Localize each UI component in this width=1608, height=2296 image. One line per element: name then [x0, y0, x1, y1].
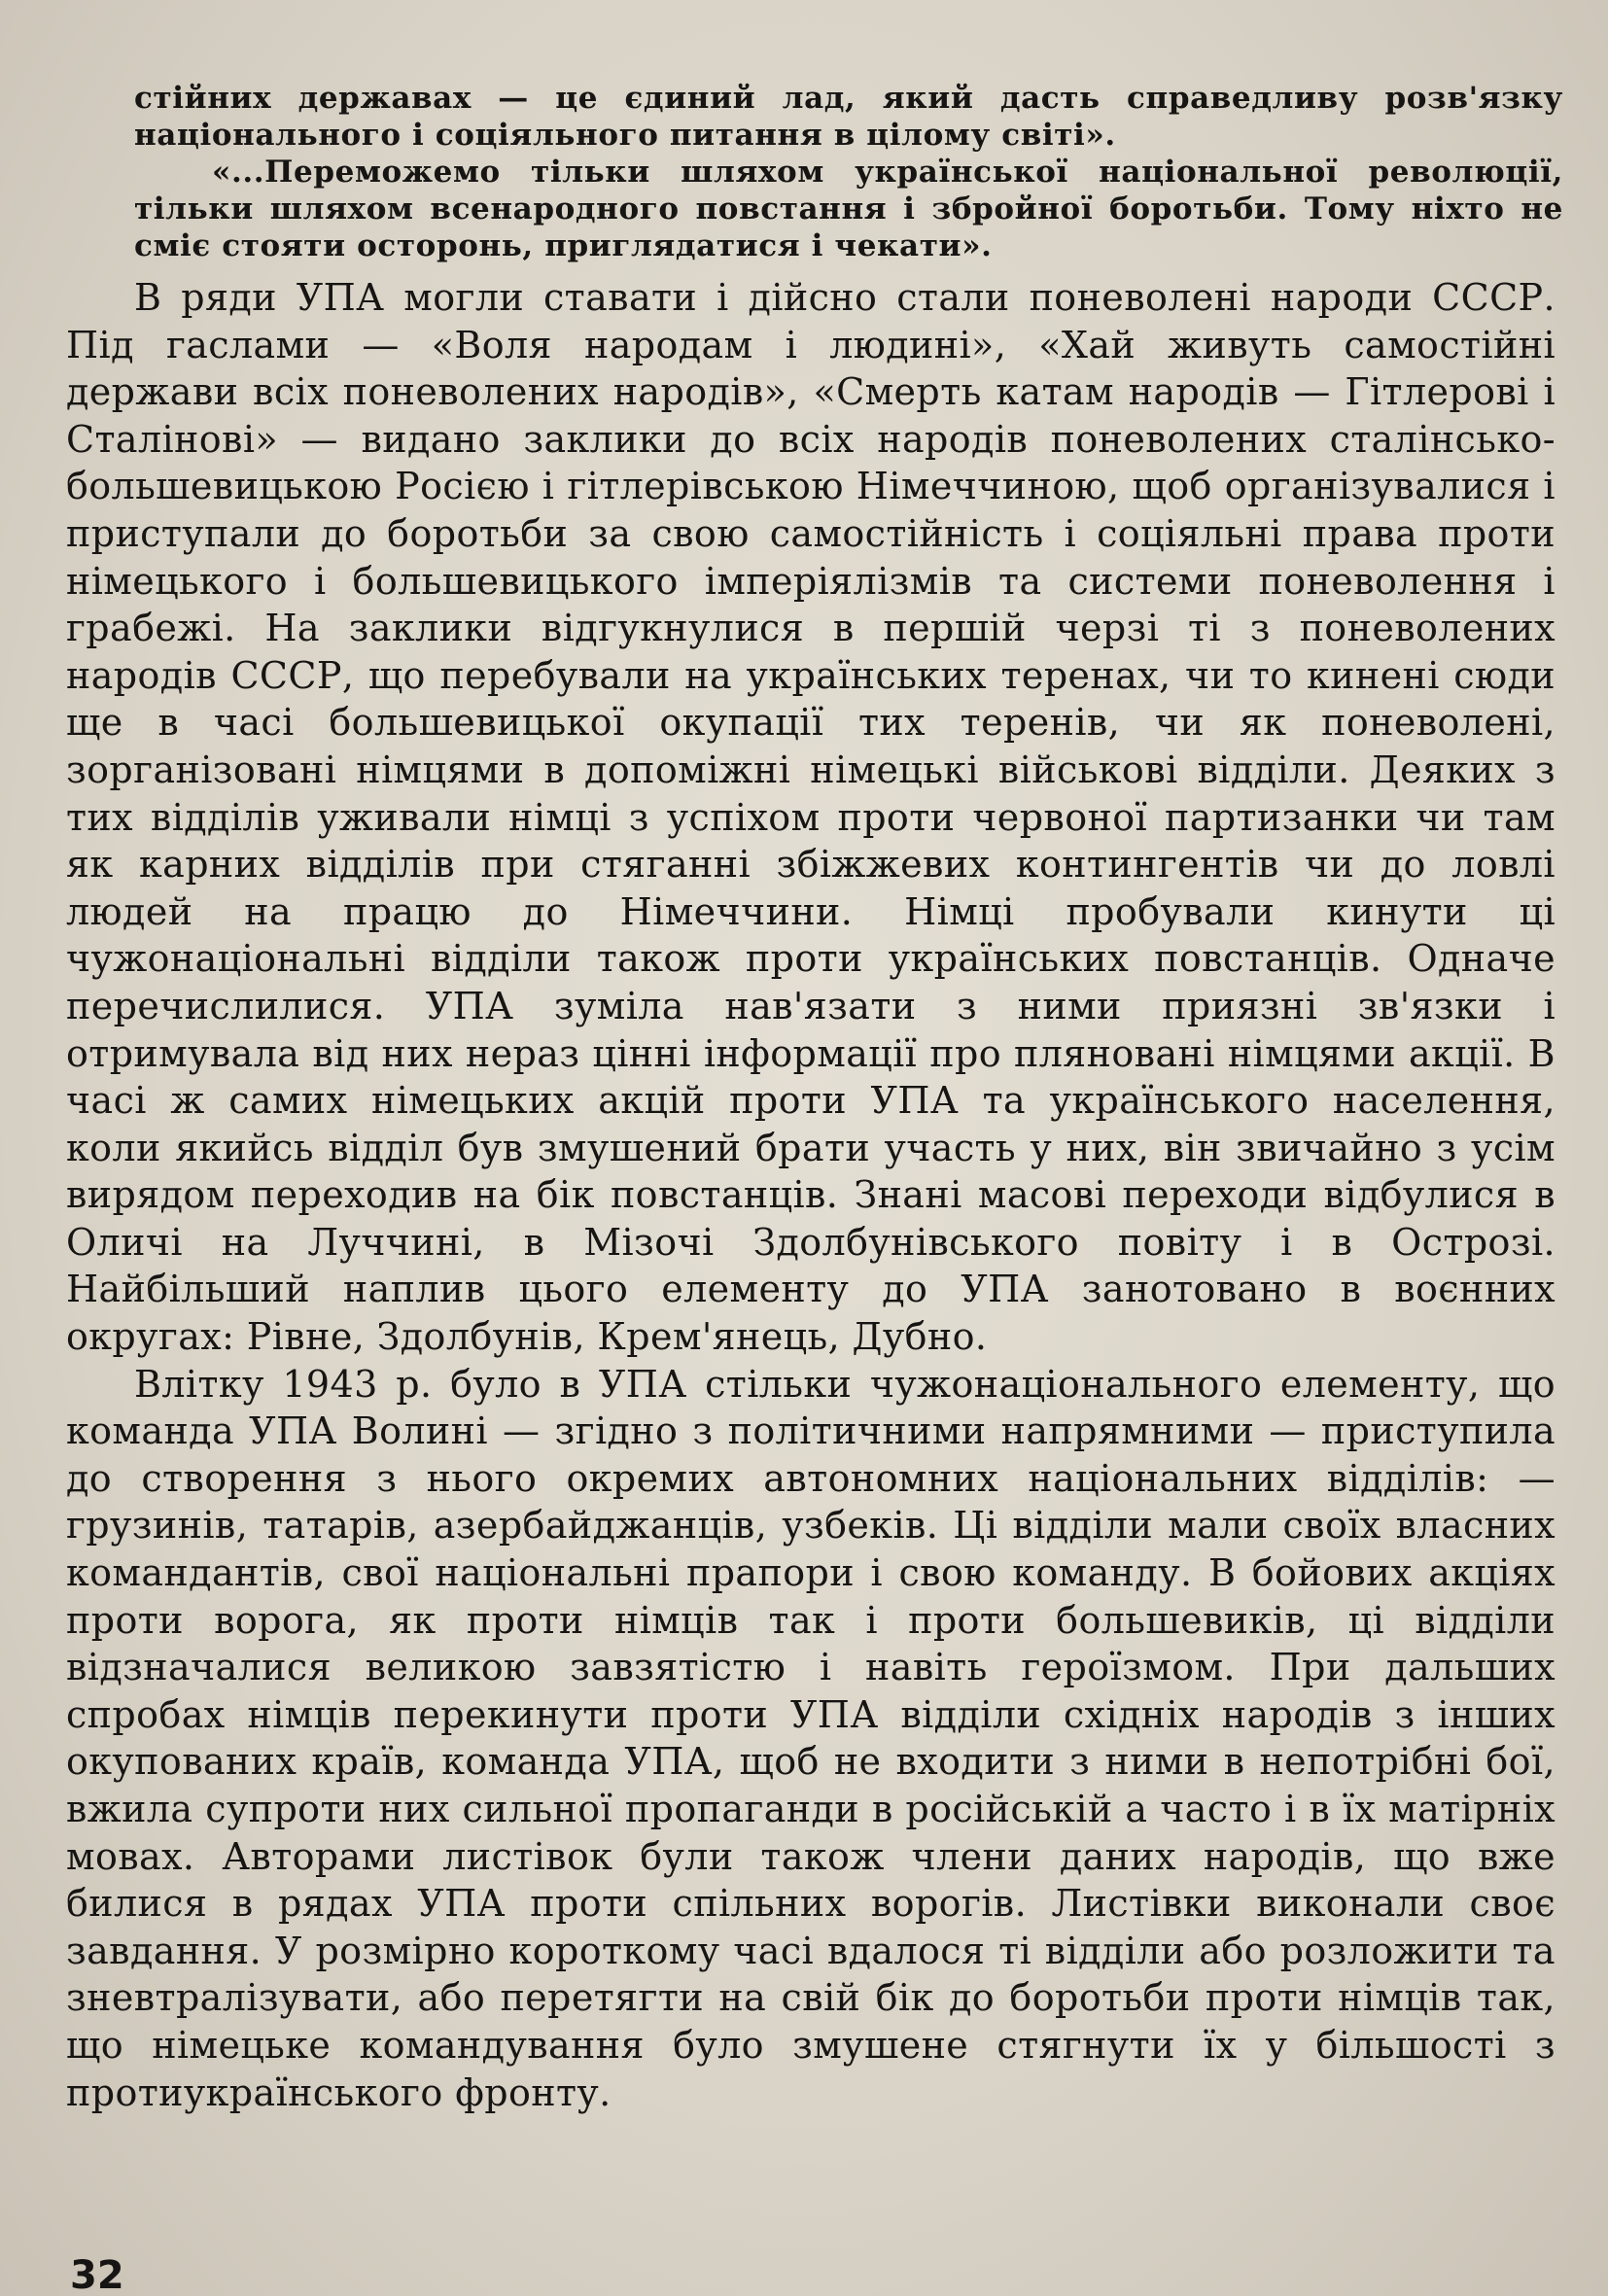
- body-text: [66, 274, 1556, 2116]
- quote-paragraph-1: стійних державах — це єдиний лад, який дасть справедливу розв'язку національного і соціяльного питання в цілому світі».: [134, 81, 1563, 153]
- body-paragraph-1: В ряди УПА могли ставати і дійсно стали поневолені народи СССР. Під гаслами — «Воля народам і людині», «Хай живуть самостійні держави всіх поневолених народів», «Смерть катам народів — Гітлерові і Сталінові» — видано заклики до всіх народів поневолених сталінсько-большевицькою Росією і гітлерівською Німеччиною, щоб організувалися і приступали до боротьби за свою самостійність і соціяльні права проти німецького і большевицького імперіялізмів та системи поневолення і грабежі. На заклики відгукнулися в першій черзі ті з поневолених народів СССР, що перебували на українських теренах, чи то кинені сюди ще в часі большевицької окупації тих теренів, чи як поневолені, зорганізовані німцями в допоміжні німецькі військові відділи. Деяких з тих відділів уживали німці з успіхом проти червоної партизанки чи там як карних відділів при стяганні збіжжевих контингентів чи до ловлі людей на працю до Німеччини. Німці пробували кинути ці чужонаціональні відділи також проти українських повстанців. Одначе перечислилися. УПА зуміла нав'язати з ними приязні зв'язки і отримувала від них нераз цінні інформації про пляновані німцями акції. В часі ж самих німецьких акцій проти УПА та українського населення, коли якийсь відділ був змушений брати участь у них, він звичайно з усім вирядом переходив на бік повстанців. Знані масові переходи відбулися в Оличі на Луччині, в Мізочі Здолбунівського повіту і в Острозі. Найбільший наплив цього елементу до УПА занотовано в воєнних округах: Рівне, Здолбунів, Крем'янець, Дубно.: [66, 276, 1556, 1359]
- quote-block: [134, 80, 1563, 264]
- quote-paragraph-2: «...Переможемо тільки шляхом української національної революції, тільки шляхом всенародного повстання і збройної боротьби. Тому ніхто не сміє стояти осторонь, приглядатися і чекати».: [134, 155, 1563, 263]
- body-paragraph-2: Влітку 1943 р. було в УПА стільки чужонаціонального елементу, що команда УПА Волині — згідно з політичними напрямними — приступила до створення з нього окремих автономних національних відділів: — грузинів, татарів, азербайджанців, узбеків. Ці відділи мали своїх власних командантів, свої національні прапори і свою команду. В бойових акціях проти ворога, як проти німців так і проти большевиків, ці відділи відзначалися великою завзятістю і навіть героїзмом. При дальших спробах німців перекинути проти УПА відділи східніх народів з інших окупованих країв, команда УПА, щоб не входити з ними в непотрібні бої, вжила супроти них сильної пропаганди в російській а часто і в їх матірніх мовах. Авторами листівок були також члени даних народів, що вже билися в рядах УПА проти спільних ворогів. Листівки виконали своє завдання. У розмірно короткому часі вдалося ті відділи або розложити та зневтралізувати, або перетягти на свій бік до боротьби проти німців так, що німецьке командування було змушене стягнути їх у більшості з протиукраїнського фронту.: [66, 1362, 1556, 2114]
- page-number: 32: [70, 2253, 124, 2296]
- page-text: [66, 80, 1563, 2116]
